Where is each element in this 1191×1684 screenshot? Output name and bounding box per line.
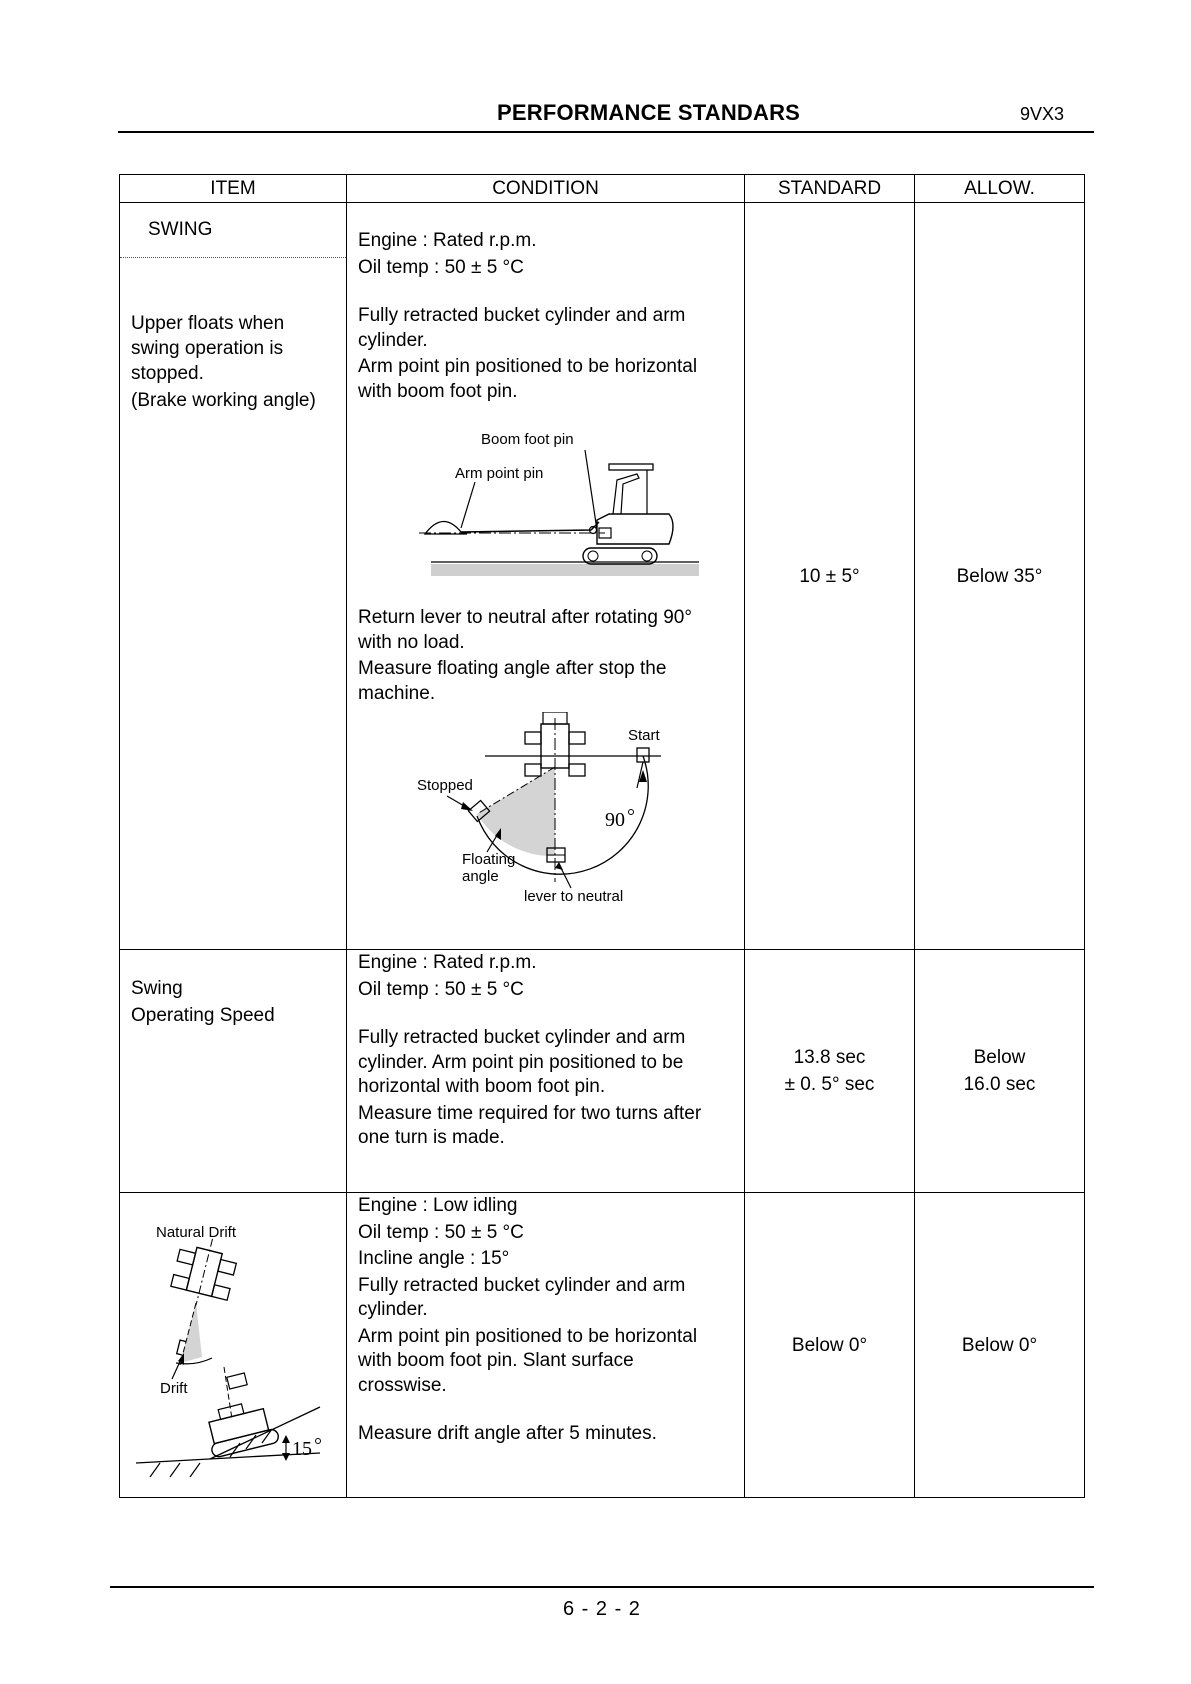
condition-line: with boom foot pin. Slant surface bbox=[358, 1350, 634, 1371]
item-line: stopped. bbox=[131, 363, 204, 384]
swing-plan-figure bbox=[347, 712, 743, 907]
standard-cell bbox=[745, 203, 915, 950]
header-rule bbox=[118, 131, 1094, 133]
condition-line: Oil temp : 50 ± 5 °C bbox=[358, 256, 524, 278]
document-code: 9VX3 bbox=[1020, 104, 1065, 124]
condition-cell bbox=[347, 203, 745, 950]
condition-line: Oil temp : 50 ± 5 °C bbox=[358, 1221, 524, 1243]
item-divider bbox=[120, 257, 346, 258]
column-header-allow: ALLOW. bbox=[915, 175, 1085, 203]
lever-to-neutral-label: lever to neutral bbox=[524, 888, 624, 905]
table-row bbox=[120, 203, 1085, 950]
arm-point-pin-label: Arm point pin bbox=[455, 465, 544, 482]
condition-line: cylinder. bbox=[358, 329, 428, 351]
condition-line: Fully retracted bucket cylinder and arm bbox=[358, 1027, 686, 1048]
condition-line: one turn is made. bbox=[358, 1127, 505, 1148]
degree-mark bbox=[316, 1439, 321, 1444]
standard-cell bbox=[745, 1193, 915, 1498]
condition-line: Incline angle : 15° bbox=[358, 1248, 510, 1269]
condition-line: Arm point pin positioned to be horizontal bbox=[358, 1325, 698, 1347]
incline-angle-label: 15 bbox=[292, 1438, 312, 1460]
allow-value: 16.0 sec bbox=[963, 1074, 1036, 1095]
item-line: swing operation is bbox=[131, 338, 284, 359]
column-header-condition: CONDITION bbox=[347, 175, 745, 203]
condition-line: Engine : Rated r.p.m. bbox=[358, 230, 537, 251]
standard-cell bbox=[745, 950, 915, 1193]
condition-line: Engine : Low idling bbox=[358, 1195, 518, 1216]
item-cell bbox=[120, 203, 347, 950]
column-header-item: ITEM bbox=[120, 175, 347, 203]
condition-line: with no load. bbox=[358, 631, 465, 653]
natural-drift-figure bbox=[120, 1193, 345, 1493]
boom-foot-pin-label: Boom foot pin bbox=[481, 431, 574, 448]
condition-line: Return lever to neutral after rotating 90° bbox=[358, 607, 692, 628]
condition-line: Measure time required for two turns after bbox=[358, 1102, 702, 1124]
item-line: Operating Speed bbox=[131, 1005, 275, 1026]
allow-cell bbox=[915, 203, 1085, 950]
table-row bbox=[120, 950, 1085, 1193]
page-title: PERFORMANCE STANDARS bbox=[497, 100, 801, 125]
condition-line: with boom foot pin. bbox=[358, 380, 518, 402]
condition-line: horizontal with boom foot pin. bbox=[358, 1076, 606, 1097]
condition-line: Oil temp : 50 ± 5 °C bbox=[358, 978, 524, 1000]
condition-line: crosswise. bbox=[358, 1374, 447, 1396]
item-line: Swing bbox=[131, 978, 183, 999]
condition-line: Engine : Rated r.p.m. bbox=[358, 952, 537, 973]
allow-value: Below 35° bbox=[956, 565, 1043, 587]
item-line: (Brake working angle) bbox=[131, 390, 316, 411]
allow-cell bbox=[915, 950, 1085, 1193]
degree-mark bbox=[629, 810, 634, 815]
condition-line: cylinder. bbox=[358, 1299, 428, 1320]
condition-line: cylinder. Arm point pin positioned to be bbox=[358, 1051, 684, 1073]
floating-angle-label: angle bbox=[462, 868, 499, 885]
standard-tolerance: ± 0. 5° sec bbox=[784, 1074, 875, 1095]
condition-line: Fully retracted bucket cylinder and arm bbox=[358, 1274, 686, 1296]
excavator-side-figure bbox=[347, 418, 743, 598]
drift-label: Drift bbox=[160, 1380, 188, 1397]
standard-value: 10 ± 5° bbox=[799, 565, 860, 587]
angle-90-label: 90 bbox=[605, 809, 625, 831]
condition-line: Measure floating angle after stop the bbox=[358, 658, 667, 679]
start-label: Start bbox=[628, 727, 660, 744]
standard-value: Below 0° bbox=[791, 1334, 868, 1356]
condition-line: Fully retracted bucket cylinder and arm bbox=[358, 305, 686, 326]
floating-label: Floating bbox=[462, 851, 516, 868]
table-row bbox=[120, 1193, 1085, 1498]
performance-table bbox=[119, 174, 1085, 1498]
condition-cell bbox=[347, 1193, 745, 1498]
condition-line: Arm point pin positioned to be horizontal bbox=[358, 356, 698, 377]
allow-value: Below bbox=[973, 1047, 1026, 1068]
condition-line: machine. bbox=[358, 682, 436, 704]
page-number: 6 - 2 - 2 bbox=[563, 1598, 641, 1620]
item-heading: SWING bbox=[148, 219, 213, 240]
natural-drift-label: Natural Drift bbox=[156, 1224, 237, 1241]
footer-rule bbox=[110, 1586, 1094, 1588]
allow-cell bbox=[915, 1193, 1085, 1498]
column-header-standard: STANDARD bbox=[745, 175, 915, 203]
condition-cell bbox=[347, 950, 745, 1193]
item-cell bbox=[120, 950, 347, 1193]
table-header-row bbox=[120, 175, 1085, 203]
condition-line: Measure drift angle after 5 minutes. bbox=[358, 1423, 657, 1444]
item-cell bbox=[120, 1193, 347, 1498]
allow-value: Below 0° bbox=[961, 1334, 1038, 1356]
item-line: Upper floats when bbox=[131, 313, 285, 334]
standard-value: 13.8 sec bbox=[793, 1047, 866, 1068]
stopped-label: Stopped bbox=[417, 777, 473, 794]
